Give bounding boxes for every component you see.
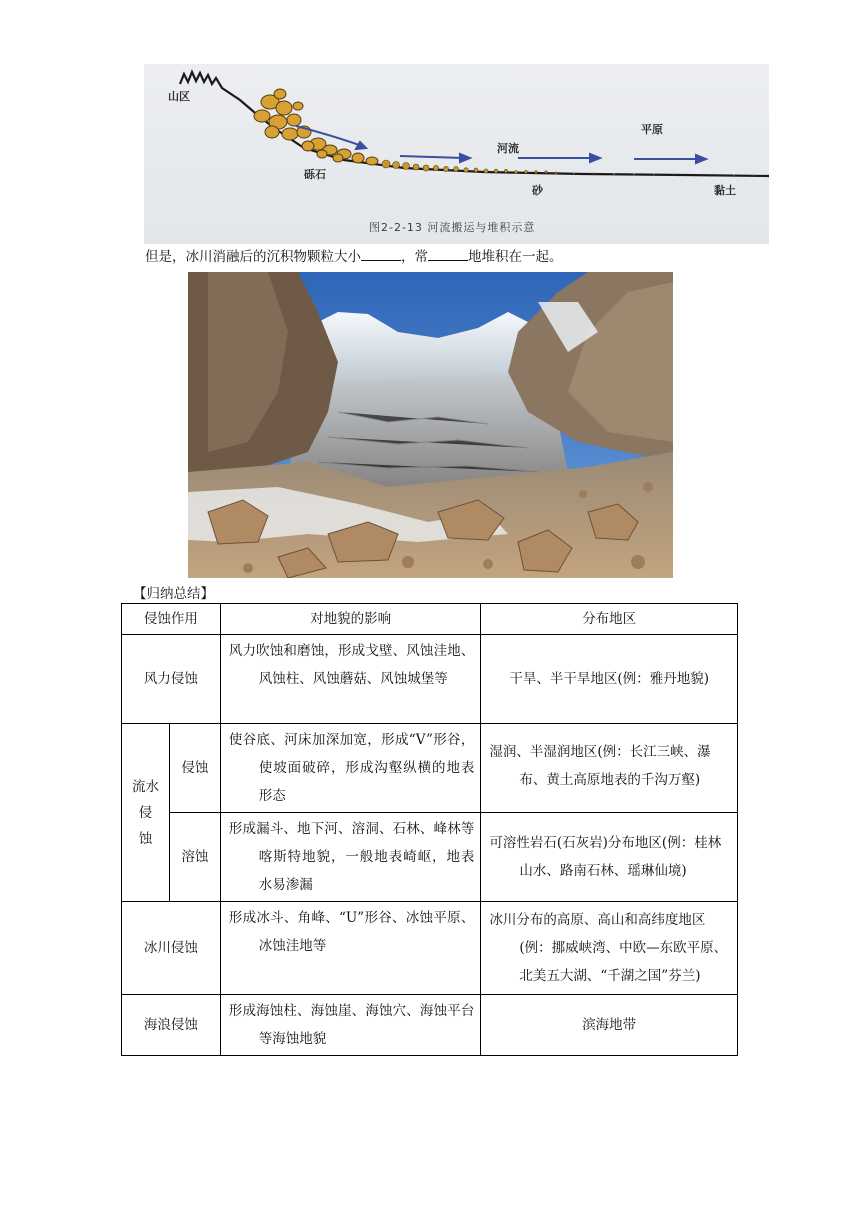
label-gravel: 砾石 <box>304 168 326 181</box>
glacier-photo-illustration <box>188 272 673 578</box>
sentence-part-2: ，常 <box>401 249 428 265</box>
row-glacier-effect: 形成冰斗、角峰、“U”形谷、冰蚀平原、冰蚀洼地等 <box>220 902 481 995</box>
row-water-karst-area: 可溶性岩石(石灰岩)分布地区(例：桂林山水、路南石林、瑶琳仙境) <box>481 813 738 902</box>
row-wind-name: 风力侵蚀 <box>122 635 221 724</box>
label-plain: 平原 <box>641 123 663 136</box>
fill-in-sentence <box>145 248 563 266</box>
row-wind-effect: 风力吹蚀和磨蚀，形成戈壁、风蚀洼地、风蚀柱、风蚀蘑菇、风蚀城堡等 <box>220 635 481 724</box>
row-water-erosion-area: 湿润、半湿润地区(例：长江三峡、瀑布、黄土高原地表的千沟万壑) <box>481 724 738 813</box>
row-wave-name: 海浪侵蚀 <box>122 995 221 1056</box>
row-wave-effect: 形成海蚀柱、海蚀崖、海蚀穴、海蚀平台等海蚀地貌 <box>220 995 481 1056</box>
summary-heading: 【归纳总结】 <box>133 586 214 602</box>
label-mountain: 山区 <box>168 90 190 103</box>
diagram-illustration <box>144 64 769 244</box>
row-wind-area: 干旱、半干旱地区(例：雅丹地貌) <box>481 635 738 724</box>
table-row <box>122 813 738 902</box>
row-water-karst-effect: 形成漏斗、地下河、溶洞、石林、峰林等喀斯特地貌，一般地表崎岖，地表水易渗漏 <box>220 813 481 902</box>
label-sand: 砂 <box>532 184 543 197</box>
row-glacier-area: 冰川分布的高原、高山和高纬度地区(例：挪威峡湾、中欧—东欧平原、北美五大湖、“千湖之国”芬兰) <box>481 902 738 995</box>
answer-blank-2[interactable] <box>428 248 468 261</box>
sentence-part-1: 但是，冰川消融后的沉积物颗粒大小 <box>145 249 361 265</box>
row-glacier-name: 冰川侵蚀 <box>122 902 221 995</box>
table-row <box>122 995 738 1056</box>
label-clay: 黏土 <box>714 184 736 197</box>
glacier-photo <box>188 272 673 578</box>
row-wave-area: 滨海地带 <box>481 995 738 1056</box>
diagram-caption: 图2-2-13 河流搬运与堆积示意 <box>369 221 536 234</box>
river-transport-diagram <box>144 64 769 244</box>
answer-blank-1[interactable] <box>361 248 401 261</box>
row-water-erosion-effect: 使谷底、河床加深加宽，形成“V”形谷，使坡面破碎，形成沟壑纵横的地表形态 <box>220 724 481 813</box>
table-row <box>122 724 738 813</box>
row-water-erosion-name: 侵蚀 <box>169 724 220 813</box>
header-erosion-type: 侵蚀作用 <box>122 604 221 635</box>
header-area: 分布地区 <box>481 604 738 635</box>
label-river: 河流 <box>497 142 519 155</box>
row-water-group: 流水 侵 蚀 <box>122 724 170 902</box>
table-row <box>122 635 738 724</box>
sentence-part-3: 地堆积在一起。 <box>468 249 563 265</box>
erosion-summary-table <box>121 603 738 1056</box>
table-row <box>122 902 738 995</box>
header-effect: 对地貌的影响 <box>220 604 481 635</box>
table-header-row <box>122 604 738 635</box>
row-water-karst-name: 溶蚀 <box>169 813 220 902</box>
